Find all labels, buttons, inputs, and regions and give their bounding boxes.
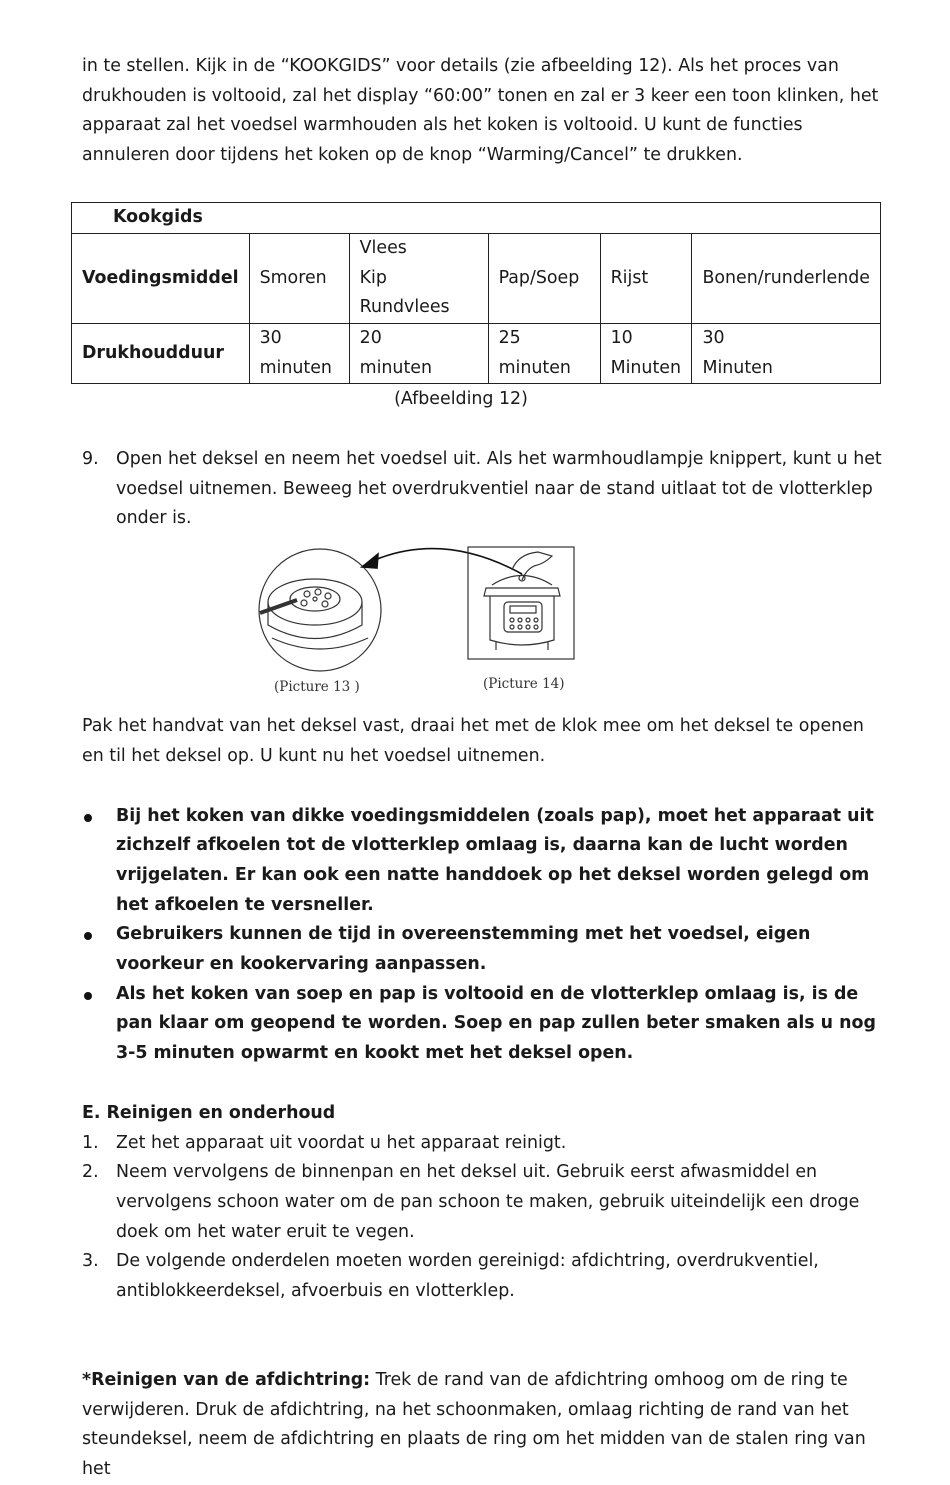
list-item [82,920,882,979]
list-text: Open het deksel en neem het voedsel uit. Als het warmhoudlampje knippert, kunt u het voedsel uitnemen. Beweeg het overdrukventiel naar de stand uitlaat tot de vlotterklep onder is. [116,449,882,529]
list-text: Zet het apparaat uit voordat u het apparaat reinigt. [116,1132,567,1153]
list-item [82,1129,882,1159]
duration-value: 20 [359,327,382,348]
seal-text: Trek de rand van de afdichtring omhoog om de ring te verwijderen. Druk de afdichtring, na het schoonmaken, omlaag richting de rand van het steundeksel, neem de afdichtring en plaats de ring om het midden van de stalen ring van het [82,1369,866,1479]
list-item [82,980,882,1069]
list-number: 3. [82,1251,99,1272]
bullet-icon [84,932,92,940]
seal-label: *Reinigen van de afdichtring: [82,1369,371,1390]
section-heading: E. Reinigen en onderhoud [82,1102,336,1123]
document-page [82,52,882,1485]
intro-paragraph: in te stellen. Kijk in de “KOOKGIDS” voor details (zie afbeelding 12). Als het proces van drukhouden is voltooid, zal het display “60:00” tonen en zal er 3 keer een toon klinken, het apparaat zal het voedsel warmhouden als het koken is voltooid. U kunt de functies annuleren door tijdens het koken op de knop “Warming/Cancel” te drukken. [82,56,879,166]
duration-unit: minuten [498,357,571,378]
row-header-food: Voedingsmiddel [72,233,250,323]
bullet-icon [84,992,92,1000]
bullet-text: Als het koken van soep en pap is voltooid en de vlotterklep omlaag is, is de pan klaar om geopend te worden. Soep en pap zullen beter smaken als u nog 3-5 minuten opwarmt en kookt met het deksel open. [116,983,876,1064]
pressure-cooker-illustration [82,540,882,702]
lid-open-paragraph: Pak het handvat van het deksel vast, draai het met de klok mee om het deksel te openen en til het deksel op. U kunt nu het voedsel uitnemen. [82,716,864,766]
list-number: 2. [82,1162,99,1183]
cooking-guide-table [71,202,881,385]
list-text: De volgende onderdelen moeten worden gereinigd: afdichtring, overdrukventiel, antiblokkeerdeksel, afvoerbuis en vlotterklep. [116,1251,819,1302]
duration-unit: Minuten [702,357,773,378]
bullet-icon [84,814,92,822]
row-header-duration: Drukhoudduur [72,323,250,383]
list-number: 9. [82,449,99,470]
cell-smoren: Smoren [249,233,349,323]
picture-14-caption: (Picture 14) [483,676,565,693]
duration-value: 25 [498,327,521,348]
duration-value: 30 [702,327,725,348]
picture-13-caption: (Picture 13 ) [274,679,360,696]
cell-vlees-line2: Kip Rundvlees [359,267,450,318]
seal-cleaning-paragraph [82,1366,882,1485]
duration-unit: Minuten [610,357,681,378]
cell-rijst: Rijst [600,233,692,323]
cell-vlees-line1: Vlees [359,237,407,258]
bullet-text: Gebruikers kunnen de tijd in overeenstemming met het voedsel, eigen voorkeur en kookervaring aanpassen. [116,924,811,975]
list-item [82,1247,882,1306]
duration-unit: minuten [359,357,432,378]
cell-pap-soep: Pap/Soep [488,233,600,323]
cleaning-steps-list [82,1129,882,1307]
cell-duration-1 [249,323,349,383]
table-title: Kookgids [72,202,881,233]
table-caption: (Afbeelding 12) [394,389,528,410]
duration-unit: minuten [259,357,332,378]
arrow-icon [362,549,522,574]
cell-bonen: Bonen/runderlende [692,233,881,323]
cell-duration-4 [600,323,692,383]
list-number: 1. [82,1132,99,1153]
list-item [82,802,882,921]
step-9-list [82,445,882,534]
cell-duration-5 [692,323,881,383]
duration-value: 30 [259,327,282,348]
list-item [82,1158,882,1247]
pressure-cooker-drawing [468,547,574,659]
bold-bullet-list [82,802,882,1069]
bullet-text: Bij het koken van dikke voedingsmiddelen (zoals pap), moet het apparaat uit zichzelf afkoelen tot de vlotterklep omlaag is, daarna kan de lucht worden vrijgelaten. Er kan ook een natte handdoek op het deksel worden gelegd om het afkoelen te versneller. [116,805,874,915]
cell-duration-2 [349,323,488,383]
figure-pictures-13-14 [82,540,882,702]
list-item [82,445,882,534]
list-text: Neem vervolgens de binnenpan en het deksel uit. Gebruik eerst afwasmiddel en vervolgens schoon water om de pan schoon te maken, gebruik uiteindelijk een droge doek om het water eruit te vegen. [116,1162,860,1242]
cell-vlees [349,233,488,323]
cell-duration-3 [488,323,600,383]
duration-value: 10 [610,327,633,348]
